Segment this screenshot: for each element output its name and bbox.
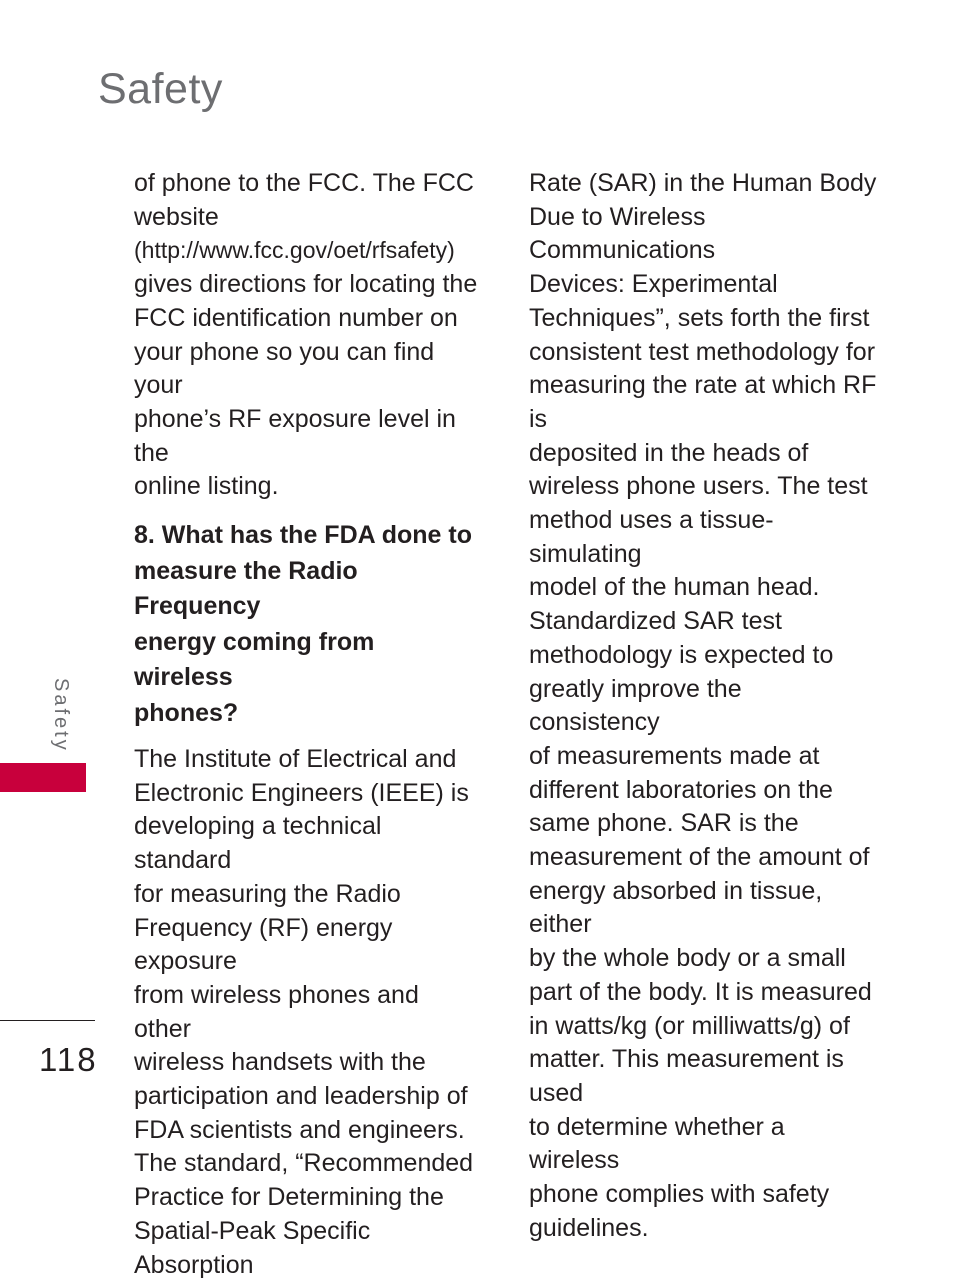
question-heading: 8. What has the FDA done to measure the Radio Frequency energy coming from wireless phones? bbox=[134, 521, 472, 727]
fcc-url-link[interactable]: (http://www.fcc.gov/oet/rfsafety) bbox=[134, 237, 455, 264]
page-number: 118 bbox=[39, 1041, 98, 1078]
page-title: Safety bbox=[98, 65, 223, 113]
side-tab-label: Safety bbox=[50, 678, 72, 753]
paragraph-ieee-standard: The Institute of Electrical and Electronic Engineers (IEEE) is developing a technical standard for measuring the Radio Frequency (RF) energy exposure from wireless phones and other wireless handsets with the participation and leadership of FDA scientists and engineers. The standard, “Recommended Practice for Determining the Spatial-Peak Specific Absorption bbox=[134, 745, 474, 1279]
right-column bbox=[529, 167, 879, 1246]
paragraph-fcc-website bbox=[134, 167, 479, 504]
paragraph-fcc-website-text: of phone to the FCC. The FCC website bbox=[134, 169, 474, 231]
side-tab-accent-bar bbox=[0, 763, 86, 792]
footer-rule bbox=[0, 1020, 95, 1021]
paragraph-fcc-website-continued: gives directions for locating the FCC identification number on your phone so you can find your phone’s RF exposure level in the online listing. bbox=[134, 270, 478, 501]
left-column bbox=[134, 167, 479, 1282]
paragraph-sar-methodology: Rate (SAR) in the Human Body Due to Wireless Communications Devices: Experimental Techniques”, sets forth the first consistent test methodology for measuring the rate at which RF is deposited in the heads of wireless phone users. The test method uses a tissue-simulating model of the human head. Standardized SAR test methodology is expected to greatly improve the consistency of measurements made at different laboratories on the same phone. SAR is the measurement of the amount of energy absorbed in tissue, either by the whole body or a small part of the body. It is measured in watts/kg (or milliwatts/g) of matter. This measurement is used to determine whether a wireless phone complies with safety guidelines. bbox=[529, 169, 877, 1242]
